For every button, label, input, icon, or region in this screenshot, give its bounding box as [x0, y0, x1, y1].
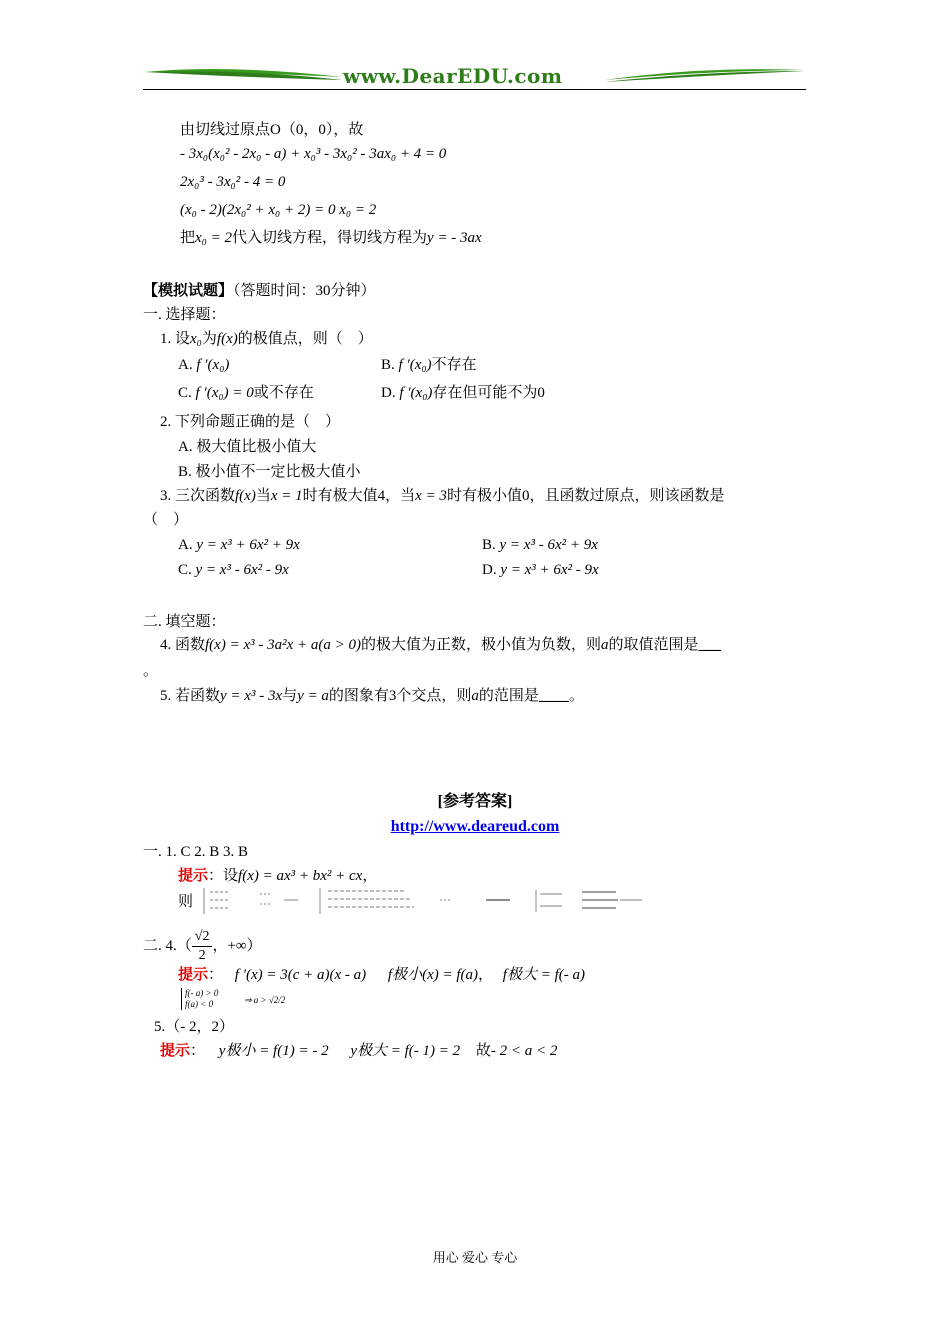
solution-line-5	[180, 228, 482, 248]
math: f ′(x) = 3(c + a)(x - a)	[234, 967, 367, 983]
math: - 2 < a < 2	[490, 1043, 558, 1059]
math: f ′(x₀)	[196, 357, 230, 373]
fraction	[192, 928, 213, 965]
system-line: f(- a) > 0	[185, 988, 219, 998]
math: f极大 = f(- a)	[502, 967, 585, 983]
answer-blank: ____	[538, 688, 569, 704]
hint-label: 提示	[178, 967, 209, 983]
math: x = 1	[270, 488, 303, 504]
option-label: A.	[178, 537, 193, 553]
math: y = x³ + 6x² + 9x	[196, 537, 300, 553]
solution-line-4: (x₀ - 2)(2x₀² + x₀ + 2) = 0 x₀ = 2	[180, 202, 377, 218]
math: f ′(x₀) = 0	[195, 385, 254, 401]
math: f(x)	[216, 331, 238, 347]
q3-option-d	[482, 560, 599, 580]
math: a	[471, 688, 479, 704]
math: x₀	[190, 331, 202, 347]
q4-stem	[160, 635, 721, 655]
answers-q4	[143, 926, 262, 966]
q1-option-a	[178, 355, 229, 375]
math: y = x³ - 3x	[220, 688, 283, 704]
text: ，+∞）	[212, 938, 262, 954]
text: 时有极小值0，且函数过原点，则该函数是	[446, 488, 725, 504]
hint-1	[178, 866, 377, 886]
option-label: B.	[381, 357, 395, 373]
answers-q5: 5.（- 2，2）	[154, 1019, 234, 1035]
section-title	[143, 281, 376, 301]
text: ：	[208, 967, 224, 983]
q4-end: 。	[143, 663, 159, 679]
section-heading: 【模拟试题】	[143, 283, 234, 299]
text: 故	[475, 1043, 491, 1059]
q2-option-b: B. 极小值不一定比极大值小	[178, 464, 361, 480]
fraction-denominator: 2	[198, 948, 206, 964]
hint-1-then	[178, 892, 193, 912]
text: 不存在	[431, 357, 477, 373]
math: f(x) = ax³ + bx² + cx	[238, 868, 363, 884]
solution-line-3: 2x₀³ - 3x₀² - 4 = 0	[180, 174, 286, 190]
solution-line-1: 由切线过原点O（0，0），故	[180, 122, 364, 138]
text: 当	[255, 488, 271, 504]
hint-2	[178, 965, 585, 985]
hint-2-system	[181, 988, 218, 1010]
math: x₀ = 2	[195, 230, 233, 246]
text: ：设	[208, 868, 239, 884]
option-label: A.	[178, 357, 193, 373]
option-label: D.	[381, 385, 396, 401]
text: 时有极大值4，当	[302, 488, 416, 504]
q1-option-b	[381, 355, 477, 375]
answers-url-wrap	[0, 817, 950, 837]
math: y极大 = f(- 1) = 2	[350, 1043, 461, 1059]
section-time: （答题时间：30分钟）	[233, 283, 376, 299]
text: 的范围是	[478, 688, 539, 704]
text: 。	[568, 688, 584, 704]
q3-option-b	[482, 535, 598, 555]
text: 与	[282, 688, 298, 704]
text: ：	[190, 1043, 206, 1059]
option-label: C.	[178, 562, 192, 578]
hint-2-implies: ⇒ a > √2/2	[244, 995, 286, 1005]
page-footer: 用心 爱心 专心	[432, 1250, 518, 1265]
text: 3. 三次函数	[160, 488, 236, 504]
hint-label: 提示	[178, 868, 209, 884]
part1-heading: 一. 选择题：	[143, 307, 226, 323]
text: 的极大值为正数，极小值为负数，则	[361, 637, 602, 653]
text: 的极值点，则（ ）	[237, 331, 373, 347]
text: 存在但可能不为0	[432, 385, 545, 401]
text: 二. 4.（	[143, 938, 192, 954]
math: y = x³ + 6x² - 9x	[500, 562, 599, 578]
math: f极小(x) = f(a)	[387, 967, 479, 983]
text: ，	[478, 967, 494, 983]
option-label: C.	[178, 385, 192, 401]
text: 的图象有3个交点，则	[328, 688, 472, 704]
q2-option-a: A. 极大值比极小值大	[178, 439, 317, 455]
blurred-equation-system	[200, 886, 650, 916]
math: f(x) = x³ - 3a²x + a(a > 0)	[205, 637, 361, 653]
math: y = a	[297, 688, 329, 704]
system-line: f(a) < 0	[185, 999, 214, 1009]
math: f(x)	[235, 488, 256, 504]
hint-3	[160, 1041, 557, 1061]
option-label: D.	[482, 562, 497, 578]
q3-option-c	[178, 560, 289, 580]
q1-option-d	[381, 383, 545, 403]
hint-label: 提示	[160, 1043, 191, 1059]
text: 为	[201, 331, 217, 347]
logo-text: www.DearEDU.com	[343, 64, 563, 88]
fraction-numerator: √2	[192, 928, 213, 947]
text: 4. 函数	[160, 637, 206, 653]
text: 5. 若函数	[160, 688, 221, 704]
q3-paren: （ ）	[143, 512, 189, 528]
part2-heading: 二. 填空题：	[143, 614, 226, 630]
header-logo	[143, 62, 807, 92]
solution-line-2: - 3x₀(x₀² - 2x₀ - a) + x₀³ - 3x₀² - 3ax₀ + 4 = 0	[180, 146, 447, 162]
answer-blank: ___	[698, 637, 722, 653]
math: y = - 3ax	[427, 230, 482, 246]
math: f ′(x₀)	[399, 385, 433, 401]
answers-title: [参考答案]	[437, 793, 513, 810]
math: y = x³ - 6x² + 9x	[499, 537, 598, 553]
option-label: B.	[482, 537, 496, 553]
math: y极小 = f(1) = - 2	[218, 1043, 329, 1059]
q1-option-c	[178, 383, 314, 403]
text: 或不存在	[253, 385, 314, 401]
math: a	[601, 637, 609, 653]
q2-stem: 2. 下列命题正确的是（ ）	[160, 414, 341, 430]
q1-stem	[160, 329, 373, 349]
math: y = x³ - 6x² - 9x	[195, 562, 289, 578]
text: 1. 设	[160, 331, 191, 347]
q3-option-a	[178, 535, 300, 555]
q5-stem	[160, 686, 584, 706]
text: ，	[362, 868, 378, 884]
math: x = 3	[415, 488, 447, 504]
text: 的取值范围是	[608, 637, 699, 653]
text: 则	[178, 894, 194, 910]
text: 把	[180, 230, 196, 246]
text: 代入切线方程，得切线方程为	[232, 230, 428, 246]
answers-url-link[interactable]: http://www.deareud.com	[390, 818, 560, 835]
q3-stem	[160, 486, 724, 506]
answers-part1: 一. 1. C 2. B 3. B	[143, 844, 249, 860]
math: f ′(x₀)	[398, 357, 432, 373]
header-rule	[143, 89, 806, 90]
